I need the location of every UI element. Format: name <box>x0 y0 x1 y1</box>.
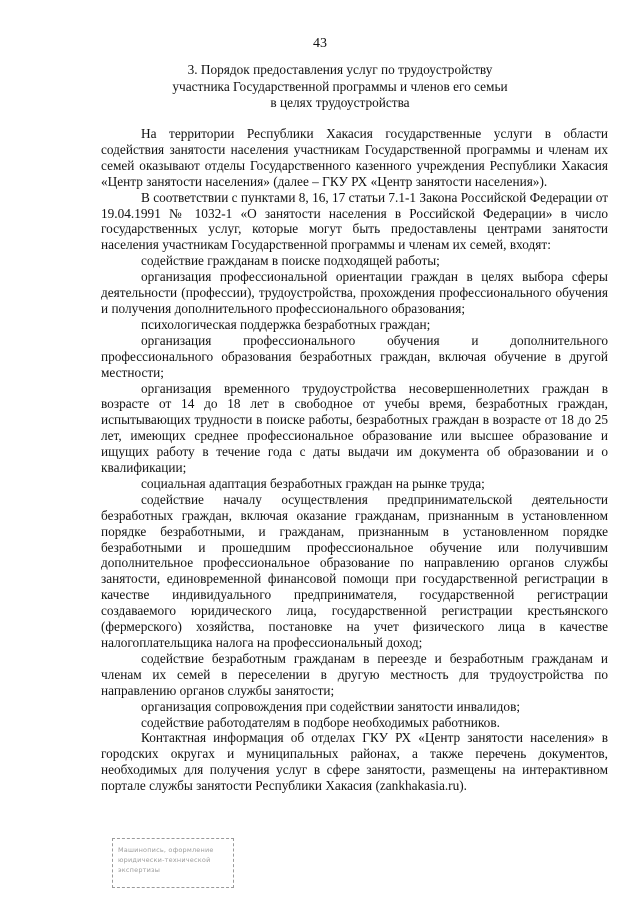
page-number: 43 <box>313 36 327 51</box>
service-item-employer-assistance: содействие работодателям в подборе необходимых работников. <box>141 714 500 730</box>
service-item-social-adaptation: социальная адаптация безработных граждан на рынке труда; <box>141 475 485 491</box>
approval-stamp <box>112 838 234 888</box>
stamp-line-2: юридически-технической <box>118 856 211 864</box>
service-item-career-guidance: организация профессиональной ориентации граждан в целях выбора сферы деятельности (профессии), трудоустройства, прохождения профессионального обучения и получения дополнительного профессионального образования; <box>101 269 608 316</box>
service-item-psychological-support: психологическая поддержка безработных граждан; <box>141 316 431 332</box>
document-body <box>101 126 608 794</box>
paragraph-contact-info: Контактная информация об отделах ГКУ РХ «Центр занятости населения» в городских округах и муниципальных районах, а также перечень документов, необходимых для получения услуг в сфере занятости, размещены на интерактивном портале службы занятости Республики Хакасия (zankhakasia.ru). <box>101 730 608 794</box>
stamp-line-3: экспертизы <box>118 866 161 874</box>
service-item-temporary-employment: организация временного трудоустройства несовершеннолетних граждан в возрасте от 14 до 18 лет в свободное от учебы время, безработных граждан, испытывающих трудности в поиске работы, безработных граждан в возрасте от 18 до 25 лет, имеющих среднее профессиональное образование или высшее образование и ищущих работу в течение года с даты выдачи им документа об образовании и о квалификации; <box>101 380 608 476</box>
service-item-professional-training: организация профессионального обучения и дополнительного профессионального образования безработных граждан, включая обучение в другой местности; <box>101 332 608 380</box>
service-item-relocation-assistance: содействие безработным гражданам в переезде и безработным гражданам и членам их семей в переселении в другую местность для трудоустройства по направлению органов службы занятости; <box>101 650 608 698</box>
section-heading <box>150 62 530 112</box>
section-heading-line-3: в целях трудоустройства <box>270 95 410 110</box>
section-heading-line-1: 3. Порядок предоставления услуг по трудоустройству <box>187 62 493 77</box>
service-item-disability-support: организация сопровождения при содействии занятости инвалидов; <box>141 698 521 714</box>
paragraph-intro: На территории Республики Хакасия государственные услуги в области содействия занятости населения участникам Государственной программы и членам их семей оказывают отделы Государственного казенного учреждения Республики Хакасия «Центр занятости населения» (далее – ГКУ РХ «Центр занятости населения»). <box>101 126 608 189</box>
stamp-line-1: Машинопись, оформление <box>118 846 214 854</box>
section-heading-line-2: участника Государственной программы и членов его семьи <box>172 78 508 94</box>
service-item-job-search: содействие гражданам в поиске подходящей работы; <box>141 253 440 269</box>
paragraph-legal-basis: В соответствии с пунктами 8, 16, 17 статьи 7.1-1 Закона Российской Федерации от 19.04.1991 № 1032-1 «О занятости населения в Российской Федерации» в число государственных услуг, которые могут быть предоставлены центрами занятости населения участникам Государственной программы и членам их семей, входят: <box>101 189 609 253</box>
service-item-entrepreneurship-support: содействие началу осуществления предпринимательской деятельности безработных граждан, включая оказание гражданам, признанным в установленном порядке безработными, и гражданам, признанным в установленном порядке безработными и прошедшим профессиональное обучение или получившим дополнительное профессиональное образование по направлению органов службы занятости, единовременной финансовой помощи при государственной регистрации в качестве индивидуального предпринимателя, государственной регистрации создаваемого юридического лица, государственной регистрации крестьянского (фермерского) хозяйства, постановке на учет физического лица в качестве налогоплательщика налога на профессиональный доход; <box>101 491 608 650</box>
